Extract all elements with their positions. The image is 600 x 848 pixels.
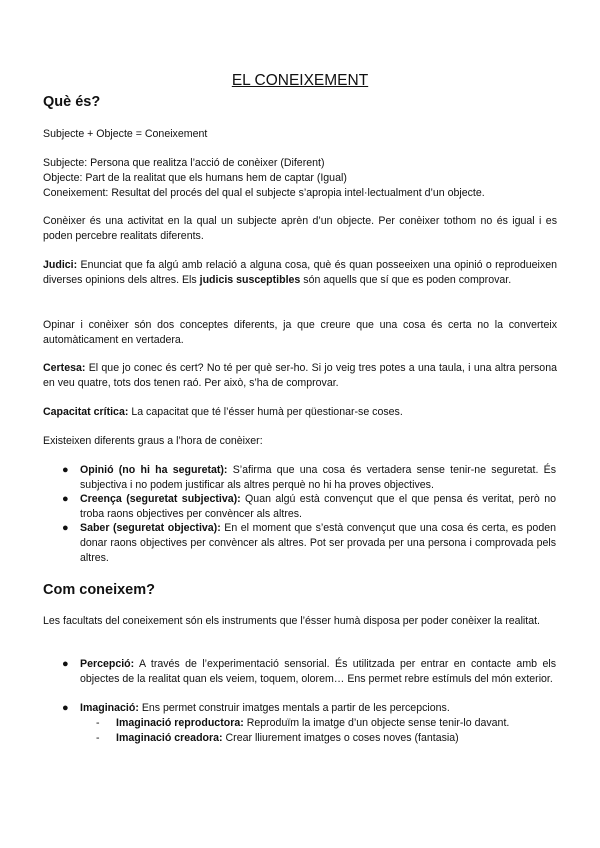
list-item-opinio bbox=[62, 463, 556, 493]
paragraph-judici bbox=[43, 258, 557, 288]
bullet-icon: ● bbox=[62, 464, 69, 476]
definition-label: Objecte: bbox=[43, 172, 83, 184]
definition-text: Resultat del procés del qual el subjecte s’apropia intel·lectualment d’un objecte. bbox=[108, 187, 485, 199]
sublist-item-reproductora bbox=[96, 716, 556, 731]
bullet-icon: ● bbox=[62, 522, 69, 534]
definition-subjecte bbox=[43, 156, 557, 171]
list-item-percepcio bbox=[62, 657, 556, 687]
list-item-text: Ens permet construir imatges mentals a partir de les percepcions. bbox=[138, 702, 450, 714]
dash-icon: - bbox=[96, 732, 100, 744]
term-capacitat-critica: Capacitat crítica: bbox=[43, 406, 129, 418]
list-item-text: S’afirma que una cosa és vertadera sense tenir-ne seguretat. És subjectiva i no podem justificar als altres perquè no hi ha proves objectives. bbox=[80, 464, 556, 491]
paragraph-coneixer: Conèixer és una activitat en la qual un subjecte aprèn d’un objecte. Per conèixer tothom no és igual i es poden percebre realitats diferents. bbox=[43, 215, 557, 242]
definition-coneixement bbox=[43, 186, 557, 201]
list-item-saber bbox=[62, 521, 556, 566]
paragraph-capacitat-critica bbox=[43, 405, 557, 420]
term-creenca: Creença (seguretat subjectiva): bbox=[80, 493, 241, 505]
bullet-icon: ● bbox=[62, 493, 69, 505]
term-imaginacio: Imaginació: bbox=[80, 702, 139, 714]
paragraph-facultats: Les facultats del coneixement són els instruments que l’ésser humà disposa per poder conèixer la realitat. bbox=[43, 615, 540, 627]
term-judici: Judici: bbox=[43, 259, 78, 271]
bullet-icon: ● bbox=[62, 702, 69, 714]
definition-label: Coneixement: bbox=[43, 187, 109, 199]
term-percepcio: Percepció: bbox=[80, 658, 135, 670]
sublist-item-creadora bbox=[96, 731, 556, 746]
judici-text: Enunciat que fa algú amb relació a alguna cosa, què és quan posseeixen una opinió o reprodueixen diverses opinions dels altres. Els bbox=[43, 259, 557, 286]
section-heading-que-es: Què és? bbox=[43, 94, 101, 110]
formula-text: Subjecte + Objecte = Coneixement bbox=[43, 128, 208, 140]
term-certesa: Certesa: bbox=[43, 362, 86, 374]
sublist-item-text: Crear lliurement imatges o coses noves (fantasia) bbox=[222, 732, 459, 744]
term-opinio: Opinió (no hi ha seguretat): bbox=[80, 464, 228, 476]
definition-text: Part de la realitat que els humans hem de captar (Igual) bbox=[82, 172, 347, 184]
bullet-icon: ● bbox=[62, 658, 69, 670]
list-item-imaginacio bbox=[62, 701, 556, 716]
page-title: EL CONEIXEMENT bbox=[231, 72, 369, 89]
paragraph-opinar: Opinar i conèixer són dos conceptes diferents, ja que creure que una cosa és certa no la converteix automàticament en vertadera. bbox=[43, 319, 557, 346]
list-item-text: En el moment que s’està convençut que una cosa és certa, es poden donar raons objectives per convèncer als altres. Pot ser provada per una persona i comprovada pels altres. bbox=[80, 522, 556, 564]
sublist-item-text: Reproduïm la imatge d’un objecte sense tenir-lo davant. bbox=[243, 717, 510, 729]
list-item-creenca bbox=[62, 492, 556, 522]
term-imaginacio-creadora: Imaginació creadora: bbox=[116, 732, 223, 744]
paragraph-graus: Existeixen diferents graus a l’hora de conèixer: bbox=[43, 435, 263, 447]
judici-text-end: són aquells que sí que es poden comprovar. bbox=[300, 274, 512, 286]
term-imaginacio-reproductora: Imaginació reproductora: bbox=[116, 717, 244, 729]
term-saber: Saber (seguretat objectiva): bbox=[80, 522, 221, 534]
definition-objecte bbox=[43, 171, 557, 186]
capacitat-text: La capacitat que té l’ésser humà per qüestionar-se coses. bbox=[128, 406, 403, 418]
definition-label: Subjecte: bbox=[43, 157, 88, 169]
term-judicis-susceptibles: judicis susceptibles bbox=[199, 274, 301, 286]
list-item-text: A través de l’experimentació sensorial. És utilitzada per entrar en contacte amb els objectes de la realitat quan els veiem, toquem, olorem… Ens permet rebre estímuls del món exterior. bbox=[80, 658, 556, 685]
dash-icon: - bbox=[96, 717, 100, 729]
list-item-text: Quan algú està convençut que el que pensa és veritat, però no troba raons objectives per convèncer als altres. bbox=[80, 493, 556, 520]
section-heading-com-coneixem: Com coneixem? bbox=[43, 582, 155, 598]
paragraph-certesa bbox=[43, 361, 557, 391]
certesa-text: El que jo conec és cert? No té per què ser-ho. Si jo veig tres potes a una taula, i una altra persona en veu quatre, tots dos tenen raó. Per això, s’ha de comprovar. bbox=[43, 362, 557, 389]
definition-text: Persona que realitza l’acció de conèixer (Diferent) bbox=[87, 157, 325, 169]
